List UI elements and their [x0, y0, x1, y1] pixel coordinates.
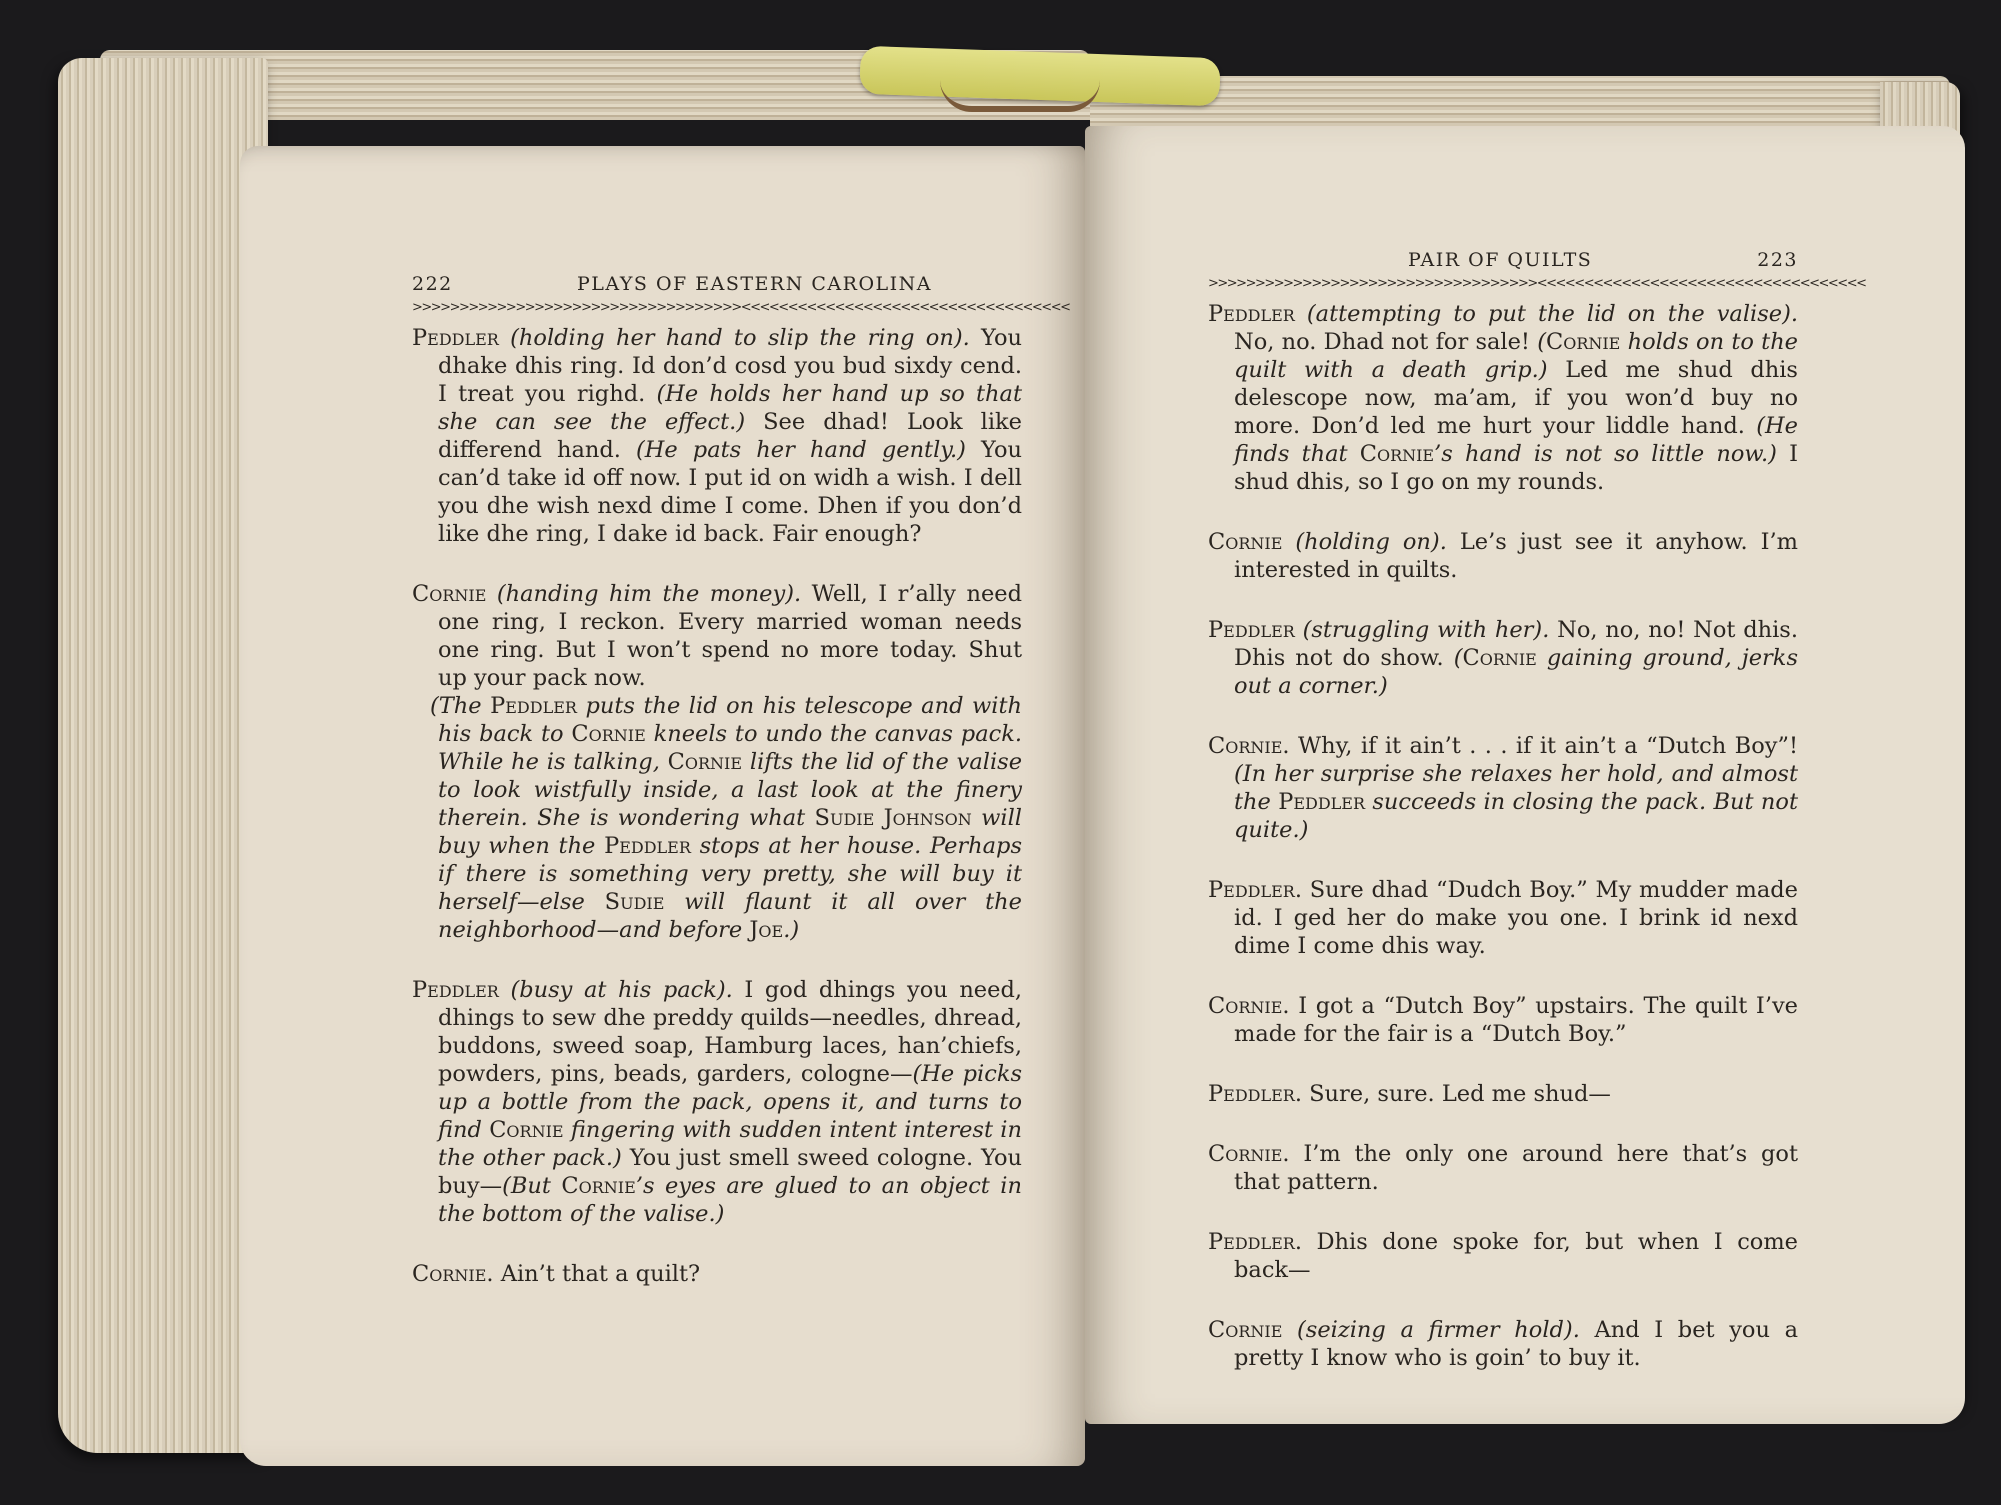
stage-text: kneels to undo the canvas pack. While he is talking,: [438, 721, 1022, 775]
stage-text: will buy when the: [438, 805, 1022, 859]
speaker-name: Peddler: [1208, 617, 1295, 643]
dialogue-paragraph: [1208, 992, 1798, 1048]
stage-direction: holds on to the quilt with a death grip.): [1234, 329, 1798, 383]
decorative-rule: >>>>>>>>>>>>>>>>>>>>>>>>>>>>>>>>>>><<<<<<<<<<<<<<<<<<<<<<<<<<<<<<<<<<<: [412, 300, 1070, 315]
dialogue-paragraph: [1208, 616, 1798, 700]
character-name: Cornie: [561, 1173, 636, 1199]
character-name: Sudie Johnson: [814, 805, 972, 831]
dialogue-text: . I’m the only one around here that’s got that pattern.: [1234, 1141, 1798, 1195]
dialogue-text: No, no. Dhad not for sale!: [1234, 329, 1538, 355]
speaker-name: Peddler: [1208, 1081, 1295, 1107]
dialogue-text: . Dhis done spoke for, but when I come back—: [1234, 1229, 1798, 1283]
speaker-name: Peddler: [1208, 1229, 1295, 1255]
stage-text: .): [783, 917, 800, 943]
stage-direction: (: [1453, 645, 1463, 671]
character-name: Peddler: [604, 833, 691, 859]
character-name: Peddler: [1278, 789, 1366, 815]
dialogue-text: . Why, if it ain’t . . . if it ain’t a “Dutch Boy”!: [1282, 733, 1798, 759]
dialogue-paragraph: [1208, 1140, 1798, 1196]
stage-direction: (holding her hand to slip the ring on).: [510, 325, 970, 351]
book-title-header: PLAYS OF EASTERN CAROLINA: [577, 273, 932, 295]
character-name: Cornie: [571, 721, 646, 747]
stage-direction: (He finds that: [1234, 413, 1798, 467]
character-name: Cornie: [489, 1117, 564, 1143]
dialogue-text: See dhad! Look like differend hand.: [438, 409, 1022, 463]
speaker-name: Cornie: [1208, 1141, 1283, 1167]
stage-direction: (attempting to put the lid on the valise).: [1306, 301, 1798, 327]
speaker-name: Cornie: [1208, 993, 1283, 1019]
speaker-name: Cornie: [1208, 529, 1283, 555]
stage-direction: (holding on).: [1295, 529, 1447, 555]
stage-direction: (struggling with her).: [1302, 617, 1550, 643]
dialogue-paragraph: [1208, 300, 1798, 496]
speaker-name: Cornie: [412, 1261, 487, 1287]
dialogue-paragraph: [1208, 1228, 1798, 1284]
dialogue-paragraph: [1208, 876, 1798, 960]
speaker-name: Peddler: [412, 977, 499, 1003]
dialogue-paragraph: [1208, 732, 1798, 844]
character-name: Joe: [749, 917, 784, 943]
character-name: Peddler: [490, 693, 577, 719]
stage-direction: (He holds her hand up so that she can see the effect.): [438, 381, 1022, 435]
right-page-text: [1208, 246, 1866, 1372]
stage-direction: ’s hand is not so little now.): [1434, 441, 1777, 467]
speaker-name: Cornie: [1208, 733, 1283, 759]
page-number: 223: [1757, 249, 1798, 271]
spine-thread: [940, 80, 1100, 112]
dialogue-text: . I got a “Dutch Boy” upstairs. The quilt I’ve made for the fair is a “Dutch Boy.”: [1234, 993, 1798, 1047]
dialogue-text: You can’d take id off now. I put id on widh a wish. I dell you dhe wish nexd dime I come. Dhen if you don’d like dhe ring, I dake id back. Fair enough?: [438, 437, 1022, 547]
dialogue-text: I god dhings you need, dhings to sew dhe preddy quilds—needles, dhread, buddons, sweed soap, Hamburg laces, han’chiefs, powders, pins, beads, garders, cologne—: [438, 977, 1022, 1087]
speaker-name: Peddler: [412, 325, 499, 351]
stage-direction: (: [1537, 329, 1546, 355]
stage-direction: ’s eyes are glued to an object in the bottom of the valise.): [438, 1173, 1022, 1227]
dialogue-text: . Sure dhad “Dudch Boy.” My mudder made id. I ged her do make you one. I brink id nexd dime I come dhis way.: [1234, 877, 1798, 959]
dialogue-paragraph: [412, 324, 1022, 548]
speaker-name: Cornie: [1208, 1317, 1283, 1343]
stage-direction: (busy at his pack).: [510, 977, 733, 1003]
stage-direction: (handing him the money).: [496, 581, 802, 607]
dialogue-paragraph: [1208, 1316, 1798, 1372]
stage-direction: (But: [502, 1173, 562, 1199]
dialogue-text: Led me shud dhis delescope now, ma’am, if you won’d buy no more. Don’d led me hurt your liddle hand.: [1234, 357, 1798, 439]
dialogue-paragraph: [412, 976, 1022, 1228]
dialogue-text: You just smell sweed cologne. You buy—: [438, 1145, 1022, 1199]
dialogue-text: You dhake dhis ring. Id don’d cosd you bud sixdy cend. I treat you righd.: [438, 325, 1022, 407]
stage-direction-paragraph: [412, 692, 1022, 944]
dialogue-paragraph: [412, 1260, 1022, 1288]
character-name: Sudie: [604, 889, 665, 915]
stage-direction: (He picks up a bottle from the pack, opens it, and turns to find: [438, 1061, 1023, 1143]
character-name: Cornie: [1462, 645, 1537, 671]
dialogue-text: Well, I r’ally need one ring, I reckon. Every married woman needs one ring. But I won’t spend no more today. Shut up your pack now.: [438, 581, 1022, 691]
chapter-title-header: PAIR OF QUILTS: [1408, 249, 1593, 271]
left-page-text: [412, 270, 1070, 1288]
stage-direction: fingering with sudden intent interest in the other pack.): [438, 1117, 1022, 1171]
dialogue-text: And I bet you a pretty I know who is goin’ to buy it.: [1234, 1317, 1799, 1371]
stage-text: puts the lid on his telescope and with his back to: [438, 693, 1022, 747]
character-name: Cornie: [667, 749, 743, 775]
left-running-head: [412, 270, 1022, 300]
dialogue-text: . Sure, sure. Led me shud—: [1294, 1081, 1611, 1107]
stage-direction: (He pats her hand gently.): [636, 437, 966, 463]
stage-direction: (In her surprise she relaxes her hold, and almost the: [1234, 761, 1798, 815]
stage-text: stops at her house. Perhaps if there is something very pretty, she will buy it herself—else: [438, 833, 1022, 915]
dialogue-paragraph: [1208, 1080, 1798, 1108]
dialogue-paragraph: [1208, 528, 1798, 584]
stage-direction: gaining ground, jerks out a corner.): [1234, 645, 1798, 699]
character-name: Cornie: [1545, 329, 1621, 355]
stage-direction: (seizing a firmer hold).: [1297, 1317, 1580, 1343]
character-name: Cornie: [1359, 441, 1435, 467]
dialogue-text: . Ain’t that a quilt?: [486, 1261, 701, 1287]
page-block-left-edge: [58, 58, 268, 1453]
speaker-name: Peddler: [1208, 301, 1295, 327]
stage-text: will flaunt it all over the neighborhood—and before: [438, 889, 1022, 943]
speaker-name: Cornie: [412, 581, 487, 607]
dialogue-text: I shud dhis, so I go on my rounds.: [1234, 441, 1798, 495]
dialogue-paragraph: [412, 580, 1022, 692]
dialogue-text: Le’s just see it anyhow. I’m interested in quilts.: [1234, 529, 1798, 583]
stage-direction: succeeds in closing the pack. But not quite.): [1234, 789, 1798, 843]
page-number: 222: [412, 273, 453, 295]
decorative-rule: >>>>>>>>>>>>>>>>>>>>>>>>>>>>>>>>>>><<<<<<<<<<<<<<<<<<<<<<<<<<<<<<<<<<<: [1208, 276, 1866, 291]
speaker-name: Peddler: [1208, 877, 1295, 903]
right-running-head: [1208, 246, 1798, 276]
dialogue-text: No, no, no! Not dhis. Dhis not do show.: [1234, 617, 1798, 671]
stage-text: (The: [430, 693, 491, 719]
stage-text: lifts the lid of the valise to look wistfully inside, a last look at the finery therein. She is wondering what: [438, 749, 1023, 831]
